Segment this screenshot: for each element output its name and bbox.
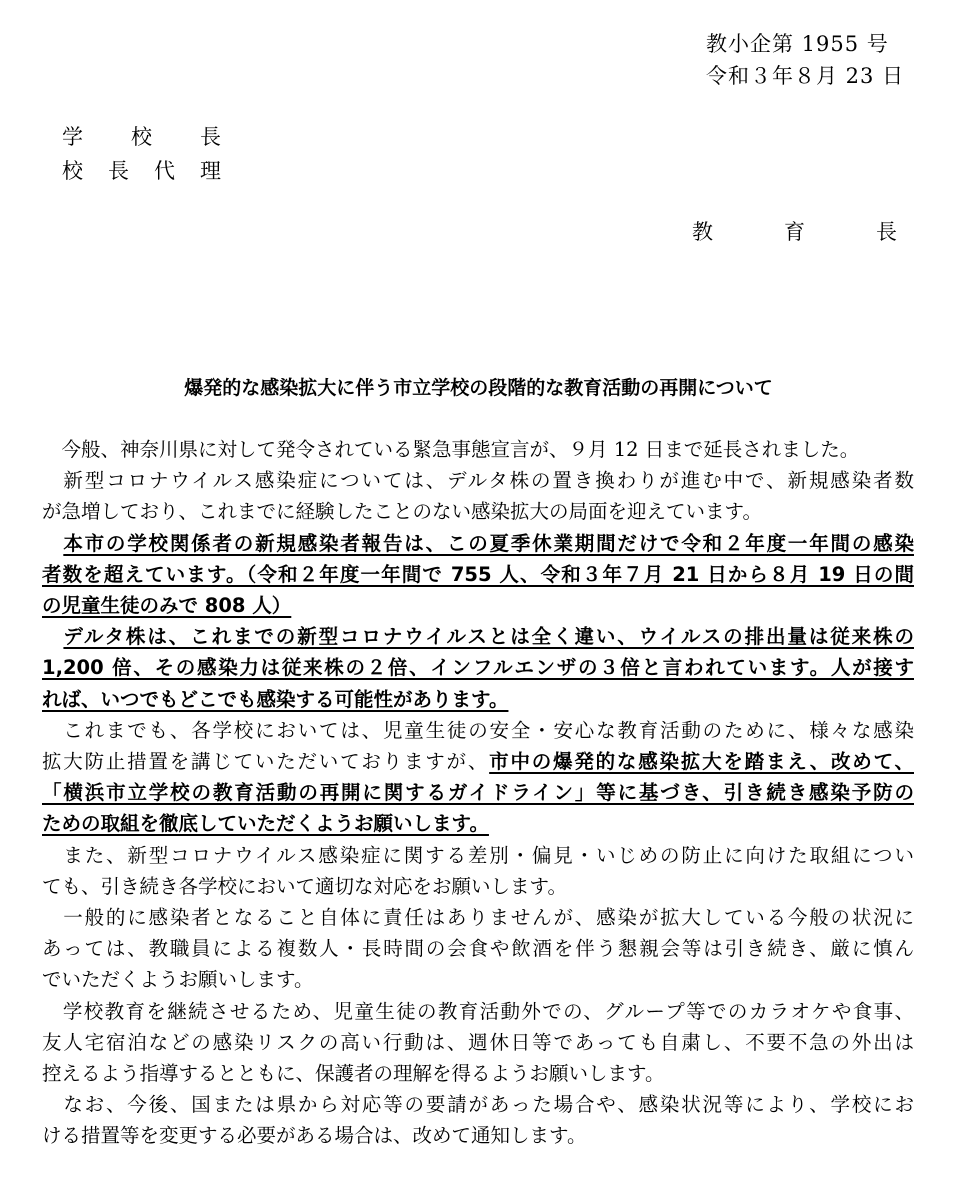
emphasized-text: 市中の爆発的な感染拡大を踏まえ、改めて、	[489, 750, 914, 774]
body-text-segment: 友人宅宿泊などの感染リスクの高い行動は、週休日等であっても自粛し、不要不急の外出は	[42, 1030, 914, 1054]
body-text-segment: 控えるよう指導するとともに、保護者の理解を得るようお願いします。	[42, 1062, 665, 1086]
emphasized-text: 本市の学校関係者の新規感染者報告は、この夏季休業期間だけで令和２年度一年間の感染	[63, 531, 914, 555]
document-header	[706, 28, 904, 92]
emphasized-text: れば、いつでもどこでも感染する可能性があります。	[42, 687, 509, 711]
body-text-segment: あっては、教職員による複数人・長時間の会食や飲酒を伴う懇親会等は引き続き、厳に慎ん	[42, 937, 914, 961]
body-line	[42, 933, 914, 964]
body-text-segment: でいただくようお願いします。	[42, 968, 314, 992]
body-line	[42, 559, 914, 590]
document-date: 令和３年８月 23 日	[706, 64, 905, 88]
body-text-segment	[42, 625, 63, 648]
document-body	[42, 434, 914, 1152]
body-line	[42, 496, 914, 527]
body-line	[42, 902, 914, 933]
body-text-segment: が急増しており、これまでに経験したことのない感染拡大の局面を迎えています。	[42, 500, 762, 524]
body-line	[42, 590, 914, 621]
body-text-segment: 拡大防止措置を講じていただいておりますが、	[42, 750, 490, 774]
body-line	[42, 840, 914, 871]
document-title: 爆発的な感染拡大に伴う市立学校の段階的な教育活動の再開について	[184, 377, 773, 399]
body-text-segment: 今般、神奈川県に対して発令されている緊急事態宣言が、９月 12 日まで延長されました。	[42, 438, 860, 461]
body-line	[42, 684, 914, 715]
body-text-segment	[42, 532, 63, 555]
emphasized-text: 者数を超えています。（令和２年度一年間で 755 人、令和３年７月 21 日から８月 19 日の間	[42, 562, 914, 586]
body-text-segment: ける措置等を変更する必要がある場合は、改めて通知します。	[42, 1124, 587, 1148]
body-line	[42, 1058, 914, 1089]
recipient-vice-principal: 校 長 代 理	[62, 159, 223, 183]
body-line	[42, 746, 914, 777]
emphasized-text: 「横浜市立学校の教育活動の再開に関するガイドライン」等に基づき、引き続き感染予防の	[42, 781, 914, 805]
emphasized-text: ための取組を徹底していただくようお願いします。	[42, 812, 489, 836]
body-line	[42, 808, 914, 839]
body-line	[42, 871, 914, 902]
body-line	[42, 434, 914, 465]
body-line	[42, 1120, 914, 1151]
body-line	[42, 1089, 914, 1120]
body-line	[42, 652, 914, 683]
body-text-segment: ても、引き続き各学校において適切な対応をお願いします。	[42, 874, 567, 898]
body-text-segment: 学校教育を継続させるため、児童生徒の教育活動外での、グループ等でのカラオケや食事、	[42, 999, 914, 1023]
body-line	[42, 964, 914, 995]
body-text-segment: なお、今後、国または県から対応等の要請があった場合や、感染状況等により、学校にお	[42, 1093, 914, 1117]
emphasized-text: の児童生徒のみで 808 人）	[42, 594, 292, 618]
body-text-segment: 一般的に感染者となること自体に責任はありませんが、感染が拡大している今般の状況に	[42, 906, 914, 930]
emphasized-text: デルタ株は、これまでの新型コロナウイルスとは全く違い、ウイルスの排出量は従来株の	[63, 625, 914, 649]
recipient-principal: 学 校 長	[62, 125, 223, 149]
body-line	[42, 715, 914, 746]
body-text-segment: また、新型コロナウイルス感染症に関する差別・偏見・いじめの防止に向けた取組につい	[42, 843, 914, 867]
body-text-segment: これまでも、各学校においては、児童生徒の安全・安心な教育活動のために、様々な感染	[42, 718, 914, 742]
body-line	[42, 528, 914, 559]
body-line	[42, 777, 914, 808]
emphasized-text: 1,200 倍、その感染力は従来株の２倍、インフルエンザの３倍と言われています。人が接す	[42, 656, 914, 680]
sender: 教 育 長	[692, 220, 899, 244]
document-number: 教小企第 1955 号	[706, 32, 889, 56]
body-text-segment: 新型コロナウイルス感染症については、デルタ株の置き換わりが進む中で、新規感染者数	[42, 469, 914, 493]
body-line	[42, 621, 914, 652]
recipients	[62, 120, 223, 188]
body-line	[42, 1027, 914, 1058]
body-line	[42, 996, 914, 1027]
body-line	[42, 465, 914, 496]
